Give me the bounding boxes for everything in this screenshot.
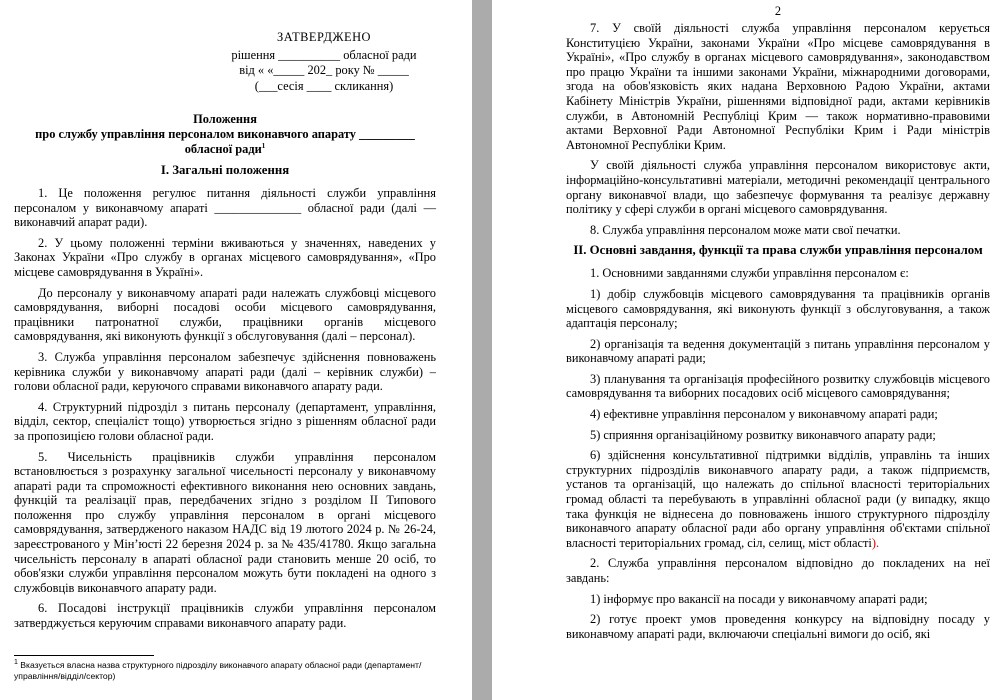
footnote-text: Вказується власна назва структурного підрозділу виконавчого апарату обласної ради (департамент/управління/відділ/сектор) [14,660,422,681]
approval-heading: ЗАТВЕРДЖЕНО [277,30,371,44]
task-3: 3) планування та організація професійного розвитку службовців місцевого самоврядування та виборних посадових осіб місцевого самоврядування; [566,371,990,401]
paragraph-3: 3. Служба управління персоналом забезпечує здійснення повноважень керівника служби у виконавчому апараті ради (далі – керівник служби) – голови обласної ради, керуючого справами виконавчого апарату ради. [14,349,436,394]
approval-line-decision: рішення __________ обласної ради [231,47,417,62]
task-1: 1) добір службовців місцевого самоврядування та працівників органів місцевого самоврядування, які виконують функції з обслуговування, а також адаптація персоналу; [566,286,990,331]
document-page-1 [0,0,472,700]
footnote-separator [14,655,154,656]
paragraph-5: 5. Чисельність працівників служби управління персоналом встановлюється з розрахунку загальної чисельності персоналу у виконавчому апараті ради та спроможності ефективного виконання нею основних завдань, функцій та реалізації прав, передбачених згідно з розділом ІІ Типового положення про службу управління персоналом в органі місцевого самоврядування, затвердженого наказом НАДС від 19 лютого 2024 р. № 26-24, зареєстрованого у Мін’юсті 22 березня 2024 р. за № 435/41780. Якщо загальна чисельність персоналу в апараті обласної ради становить менше 20 осіб, то обов'язки служби управління персоналом можуть бути покладені на одного з службовців виконавчого апарату ради. [14,449,436,595]
section-heading-2: ІІ. Основні завдання, функції та права служби управління персоналом [573,243,983,258]
page-number: 2 [774,4,782,18]
paragraph-2: 2. У цьому положенні терміни вживаються у значеннях, наведених у Законах України «Про службу в органах місцевого самоврядування», «Про місцеве самоврядування в Україні». [14,235,436,279]
tasks-intro: 1. Основними завданнями служби управління персоналом є: [590,266,909,281]
functions-intro: 2. Служба управління персоналом відповідно до покладених на неї завдань: [566,556,990,585]
paragraph-personnel: До персоналу у виконавчому апараті ради належать службовці місцевого самоврядування, виборні посадові особи місцевого самоврядування, працівники патронатної служби, працівники органів місцевого самоврядування, які виконують функції з обслуговування (далі – персонал). [14,285,436,344]
title-line-3-text: обласної ради [184,142,262,156]
approval-line-date: від « «_____ 202_ року № _____ [239,63,409,77]
task-6-closing: ). [871,535,880,550]
function-1: 1) інформує про вакансії на посади у виконавчому апараті ради; [590,591,928,606]
task-6-text: 6) здійснення консультативної підтримки відділів, управлінь та інших структурних підрозділів виконавчого апарату ради, а також підприємств, установ та організацій, що належать до спільної власності територіальних громад області та перебувають в управлінні обласної ради (у випадку, якщо така функція не віднесена до повноважень іншого структурного підрозділу виконавчого апарату обласної ради або органу управління об'єктами спільної власності територіальних громад, сіл, селищ, міст області [566,448,990,550]
task-2: 2) організація та ведення документацій з питань управління персоналом у виконавчому апараті ради; [566,336,990,366]
footnote [14,660,434,682]
approval-block [214,30,434,94]
paragraph-7: 7. У своїй діяльності служба управління персоналом керується Конституцією України, законами України «Про місцеве самоврядування в Україні», «Про службу в органах місцевого самоврядування», законодавством про працю України та іншими законами України, міжнародними договорами, згода на обов'язковість яких надана Верховною Радою України, актами Кабінету Міністрів України, рішеннями відповідної ради, актами керівників служби, в Автономній Республіці Крим — також нормативно-правовими актами Верховної Ради Автономної Республіки Крим і Ради міністрів Автономної Республіки Крим. [566,21,990,152]
footnote-mark: 1 [14,659,18,667]
document-title-line-2: про службу управління персоналом виконавчого апарату _________ [35,127,415,141]
paragraph-acts: У своїй діяльності служба управління персоналом використовує акти, інформаційно-консультативні матеріали, методичні рекомендації центрального органу виконавчої влади, що забезпечує формування та реалізує державну політику у сфері служби в органі місцевого самоврядування. [566,158,990,217]
task-4: 4) ефективне управління персоналом у виконавчому апараті ради; [590,407,938,422]
paragraph-1: 1. Це положення регулює питання діяльності служби управління персоналом у виконавчому апараті ______________ обласної ради (далі — виконавчий апарат ради). [14,186,436,230]
function-2: 2) готує проект умов проведення конкурсу на відповідну посаду у виконавчому апараті ради, включаючи спеціальні вимоги до осіб, які [566,612,990,641]
paragraph-8: 8. Служба управління персоналом може мати свої печатки. [590,222,901,237]
paragraph-4: 4. Структурний підрозділ з питань персоналу (департамент, управління, відділ, сектор, спеціаліст тощо) утворюється згідно з рішенням обласної ради за пропозицією голови обласної ради. [14,399,436,443]
document-title-line-1: Положення [193,112,257,126]
task-5: 5) сприяння організаційному розвитку виконавчого апарату ради; [590,427,936,442]
paragraph-6: 6. Посадові інструкції працівників служби управління персоналом затверджується керуючим справами виконавчого апарату ради. [14,601,436,631]
task-6 [566,448,990,550]
approval-line-session: (___сесія ____ скликання) [254,78,394,93]
footnote-reference[interactable]: 1 [261,141,266,150]
document-page-2 [492,0,1000,700]
section-heading-1: І. Загальні положення [160,163,290,177]
document-title-line-3 [14,142,436,157]
